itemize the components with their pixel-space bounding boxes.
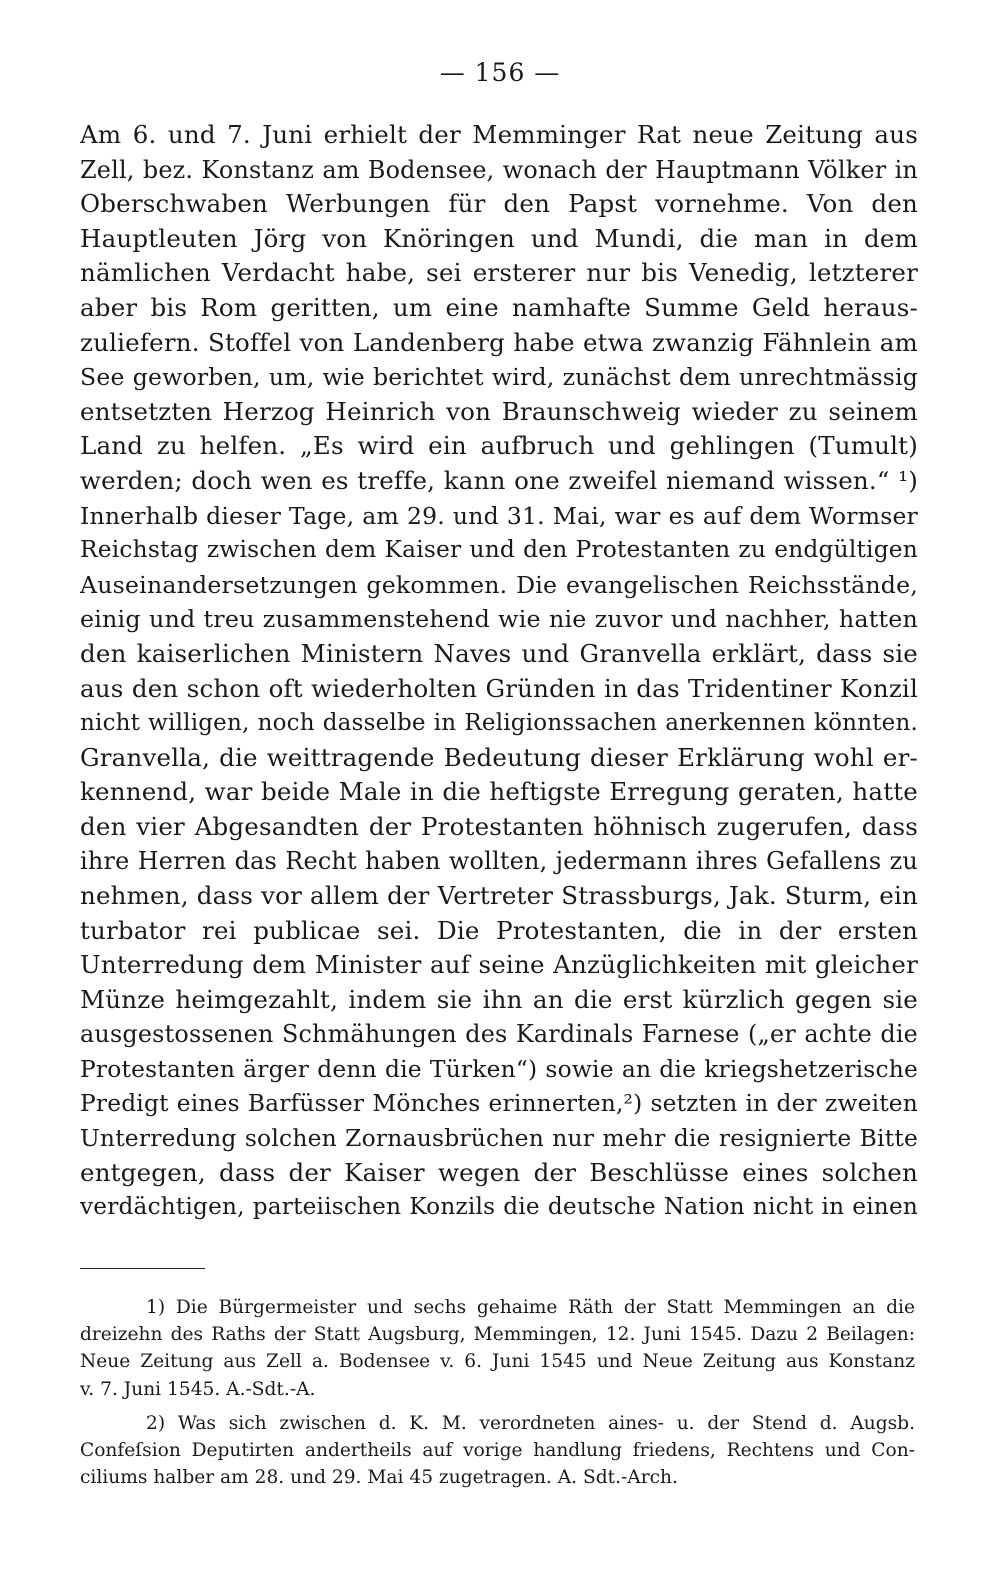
footnote-divider (80, 1268, 205, 1269)
page-number: — 156 — (439, 58, 561, 87)
text-line: Innerhalb dieser Tage, am 29. und 31. Mai, war es auf dem Wormser (80, 501, 918, 530)
text-line: nämlichen Verdacht habe, sei ersterer nur bis Venedig, letzterer (80, 258, 918, 288)
text-line: turbator rei publicae sei. Die Protestanten, die in der ersten (80, 915, 918, 945)
footnote-2 (80, 1410, 915, 1492)
text-line: nehmen, dass vor allem der Vertreter Strassburgs, Jak. Sturm, ein (80, 881, 918, 911)
text-line: Am 6. und 7. Juni erhielt der Memminger Rat neue Zeitung aus (80, 120, 918, 149)
text-line: nicht willigen, noch dasselbe in Religionssachen anerkennen könnten. (80, 710, 918, 737)
main-text (80, 118, 918, 1225)
text-line: entsetzten Herzog Heinrich von Braunschweig wieder zu seinem (80, 396, 918, 426)
text-line: einig und treu zusammenstehend wie nie zuvor und nachher, hatten (80, 605, 918, 634)
footnote-line: dreizehn des Raths der Statt Augsburg, Memmingen, 12. Juni 1545. Dazu 2 Beilagen: (80, 1324, 915, 1346)
text-line: werden; doch wen es treffe, kann one zweifel niemand wissen.“ ¹) (80, 465, 918, 495)
text-line: zuliefern. Stoffel von Landenberg habe etwa zwanzig Fähnlein am (80, 327, 918, 357)
text-line: ausgestossenen Schmähungen des Kardinals Farnese („er achte die (80, 1020, 918, 1049)
text-line: aus den schon oft wiederholten Gründen in das Tridentiner Konzil (80, 673, 918, 703)
footnote-line: Neue Zeitung aus Zell a. Bodensee v. 6. Juni 1545 und Neue Zeitung aus Konstanz (80, 1351, 915, 1373)
footnote-line: v. 7. Juni 1545. A.-Sdt.-A. (80, 1378, 316, 1400)
text-line: den kaiserlichen Ministern Naves und Granvella erklärt, dass sie (80, 638, 918, 668)
text-line: See geworben, um, wie berichtet wird, zunächst dem unrechtmässig (80, 363, 918, 392)
text-line: verdächtigen, parteiischen Konzils die deutsche Nation nicht in einen (80, 1193, 918, 1221)
text-line: Reichstag zwischen dem Kaiser und den Protestanten zu endgültigen (80, 536, 918, 564)
text-line: Oberschwaben Werbungen für den Papst vornehme. Von den (80, 189, 918, 219)
text-line: aber bis Rom geritten, um eine namhafte Summe Geld heraus- (80, 292, 918, 322)
text-line: Münze heimgezahlt, indem sie ihn an die erst kürzlich gegen sie (80, 984, 918, 1014)
footnote-1 (80, 1294, 915, 1403)
text-line: Protestanten ärger denn die Türken“) sowie an die kriegshetzerische (80, 1055, 918, 1084)
footnotes (80, 1294, 915, 1491)
text-line: Zell, bez. Konstanz am Bodensee, wonach der Hauptmann Völker in (80, 155, 918, 184)
text-line: Unterredung solchen Zornausbrüchen nur mehr die resignierte Bitte (80, 1124, 918, 1153)
text-line: Granvella, die weittragende Bedeutung dieser Erklärung wohl er- (80, 742, 918, 772)
text-line: kennend, war beide Male in die heftigste Erregung geraten, hatte (80, 777, 918, 807)
text-line: Hauptleuten Jörg von Knöringen und Mundi, die man in dem (80, 223, 918, 253)
text-line: Auseinandersetzungen gekommen. Die evangelischen Reichsstände, (80, 570, 918, 599)
footnote-line: Confeſsion Deputirten andertheils auf vorige handlung friedens, Rechtens und Con- (80, 1439, 915, 1461)
text-line: ihre Herren das Recht haben wollten, jedermann ihres Gefallens zu (80, 847, 918, 876)
text-line: entgegen, dass der Kaiser wegen der Beschlüsse eines solchen (80, 1157, 918, 1187)
footnote-line: 1) Die Bürgermeister und sechs gehaime Räth der Statt Memmingen an die (146, 1297, 915, 1318)
footnote-line: ciliums halber am 28. und 29. Mai 45 zugetragen. A. Sdt.-Arch. (80, 1467, 678, 1489)
footnote-line: 2) Was sich zwischen d. K. M. verordneten aines- u. der Stend d. Augsb. (146, 1412, 915, 1434)
text-line: den vier Abgesandten der Protestanten höhnisch zugerufen, dass (80, 811, 918, 841)
text-line: Land zu helfen. „Es wird ein aufbruch und gehlingen (Tumult) (80, 431, 918, 461)
text-line: Unterredung dem Minister auf seine Anzüglichkeiten mit gleicher (80, 950, 918, 980)
text-line: Predigt eines Barfüsser Mönches erinnerten,²) setzten in der zweiten (80, 1089, 918, 1117)
